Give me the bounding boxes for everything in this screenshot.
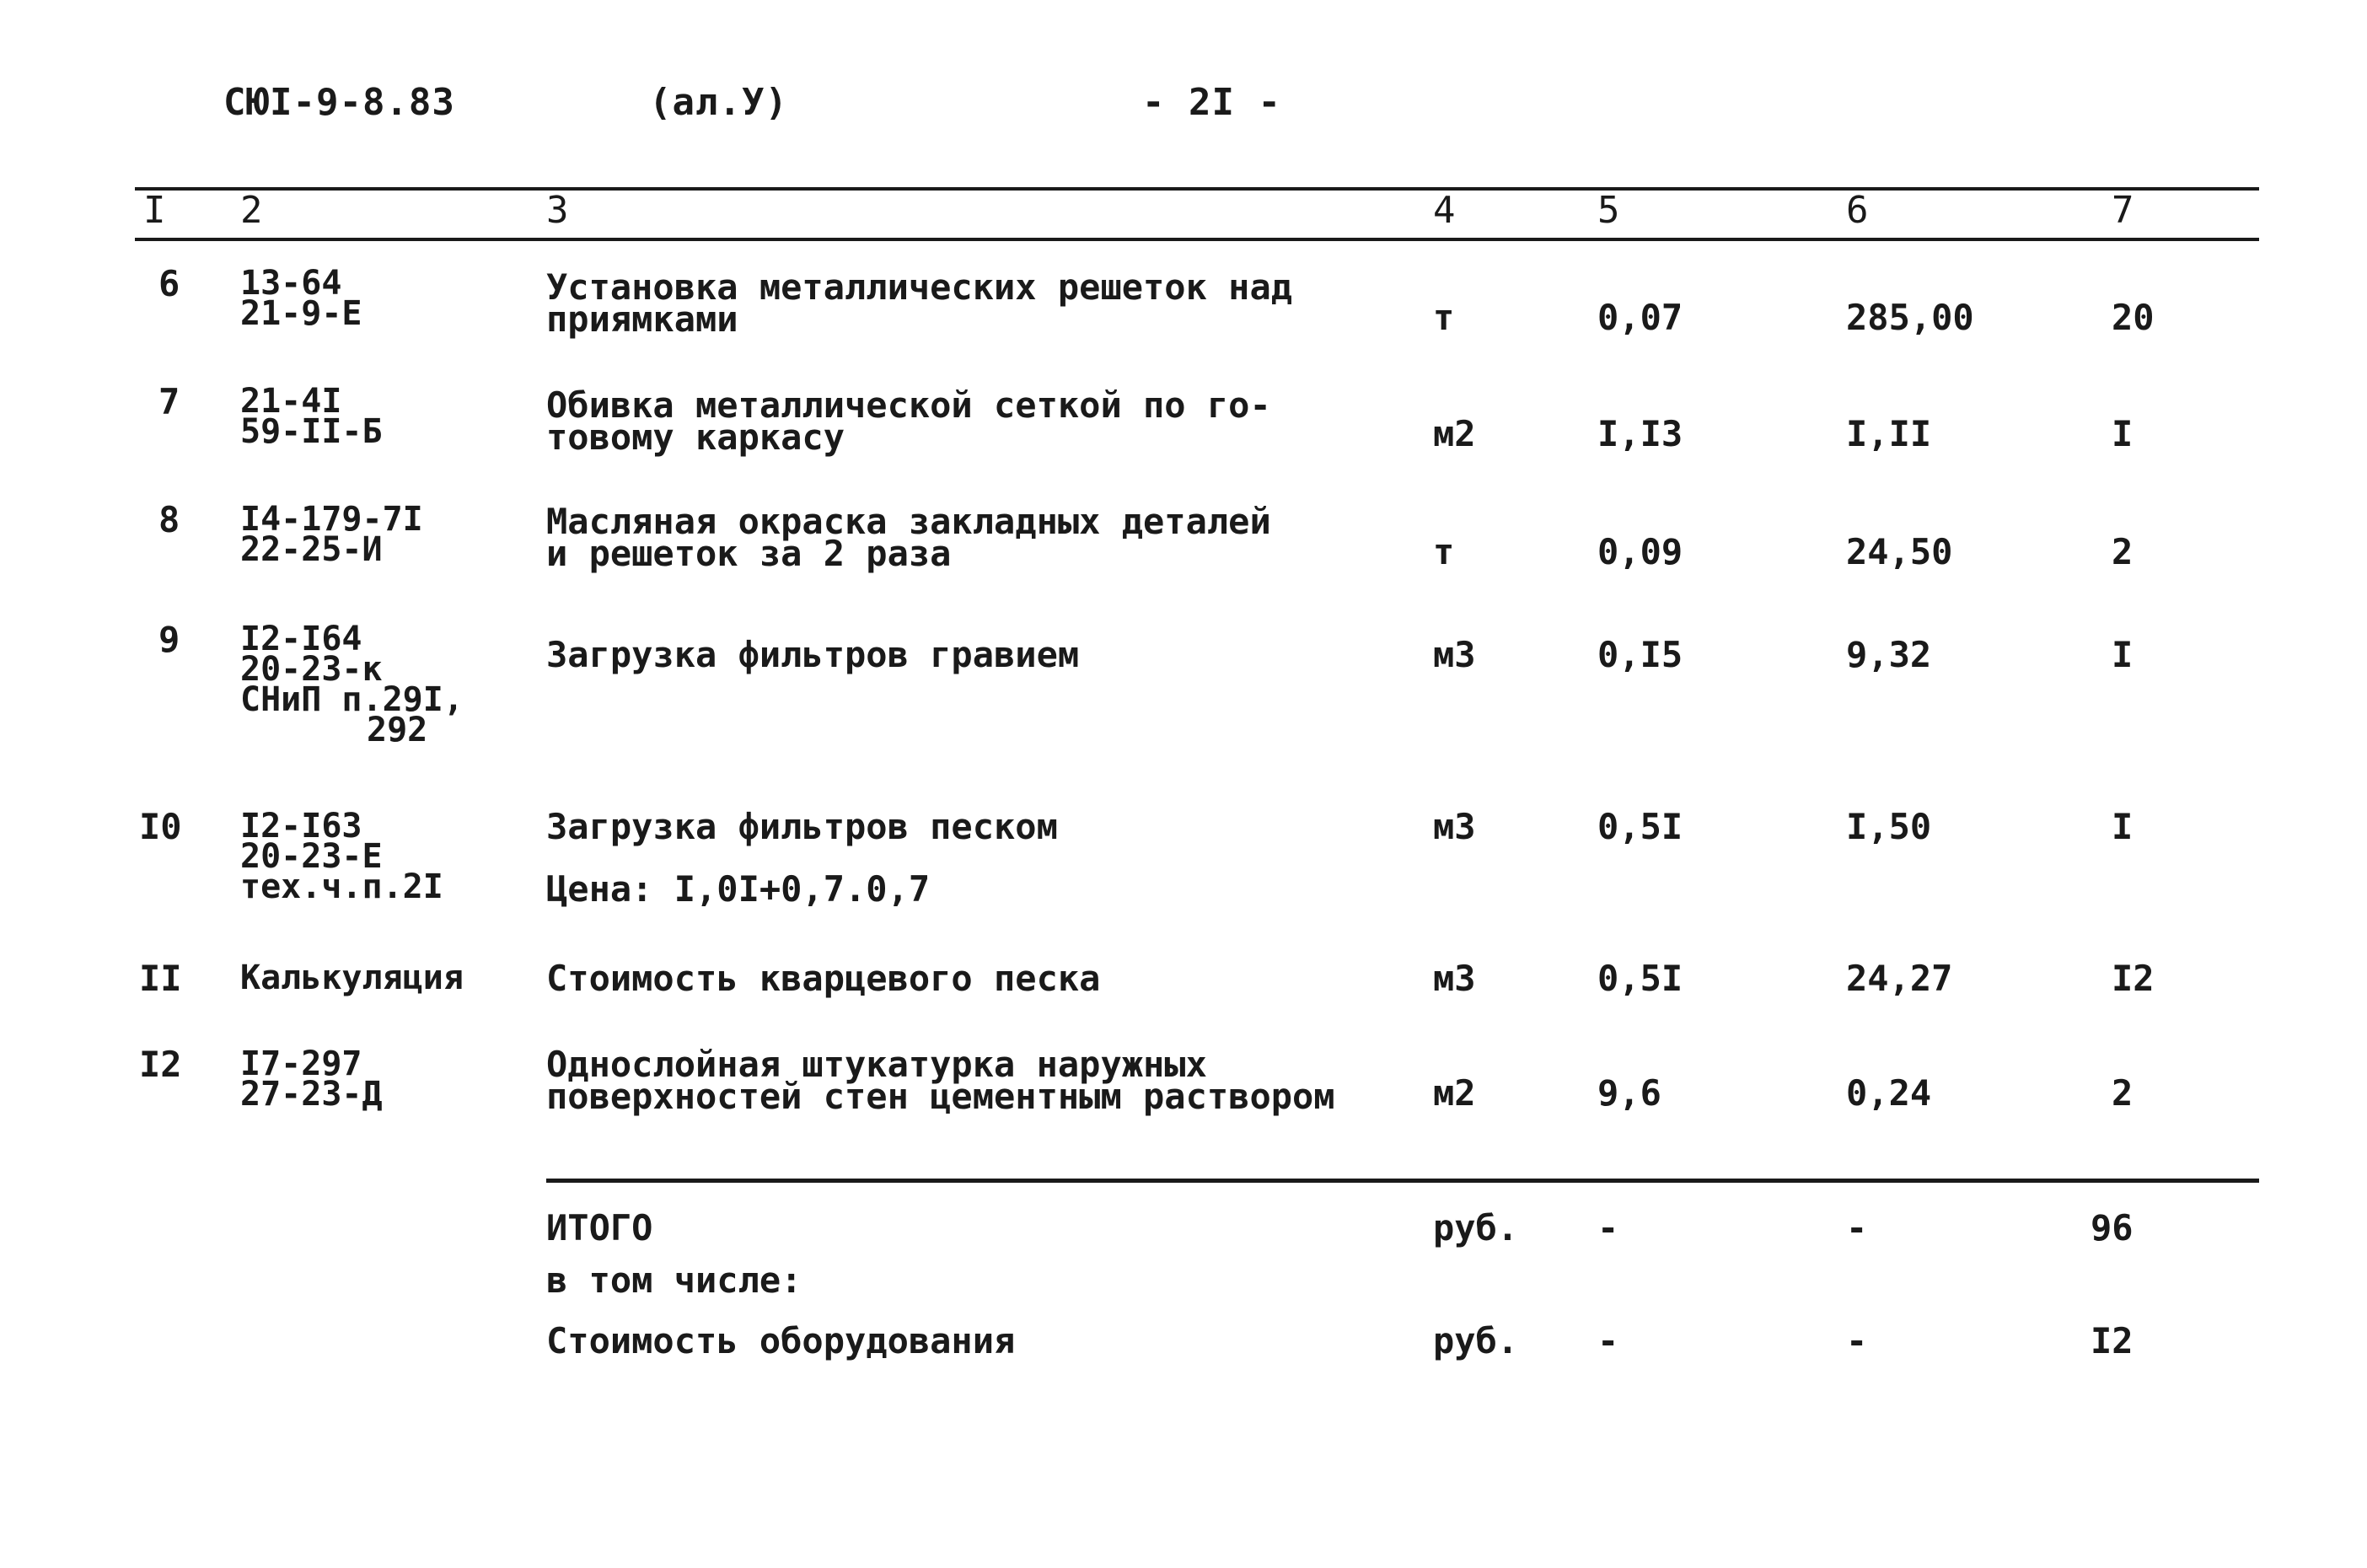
unit-price: 9,32 [1846,634,1932,675]
unit-price: I,50 [1846,806,1932,847]
norm-code: Калькуляция [240,959,464,997]
column-number: 7 [2112,189,2134,232]
row-number: 6 [158,263,180,304]
equipment-col5: - [1597,1320,1619,1361]
album-label: (ал.У) [649,81,788,124]
equipment-value: I2 [2091,1320,2134,1361]
work-description: Загрузка фильтров песком [546,806,1058,847]
work-description: Стоимость кварцевого песка [546,958,1101,999]
unit: м3 [1433,634,1476,675]
total-cost: I [2112,806,2134,847]
norm-code: 13-64 21-9-Е [240,264,362,333]
row-number: I0 [139,806,182,847]
unit: м3 [1433,806,1476,847]
total-value: 96 [2091,1207,2134,1248]
norm-code: I2-I63 20-23-Е тех.ч.п.2I [240,807,443,906]
column-number: 6 [1846,189,1869,232]
total-cost: 2 [2112,531,2134,572]
total-label: ИТОГО [546,1207,653,1248]
quantity: 0,07 [1597,297,1683,338]
norm-code: I2-I64 20-23-к СНиП п.29I, 292 [240,620,464,749]
norm-code: I7-297 27-23-Д [240,1044,383,1114]
work-description: Установка металлических решеток над приямками [546,266,1293,340]
price-formula: Цена: I,0I+0,7.0,7 [546,868,931,910]
total-cost: 2 [2112,1072,2134,1114]
total-cost: I [2112,413,2134,454]
total-cost: I [2112,634,2134,675]
quantity: 0,5I [1597,806,1683,847]
unit: т [1433,531,1455,572]
norm-code: I4-179-7I 22-25-И [240,500,423,569]
totals-rule [546,1179,2259,1183]
norm-code: 21-4I 59-II-Б [240,382,383,451]
column-header-rule [135,238,2259,241]
unit-price: I,II [1846,413,1932,454]
total-cost: 20 [2112,297,2155,338]
column-number: 3 [546,189,569,232]
row-number: I2 [139,1044,182,1085]
row-number: II [139,958,182,999]
page-number: - 2I - [1142,81,1281,124]
total-cost: I2 [2112,958,2155,999]
row-number: 9 [158,619,180,660]
doc-code: СЮI-9-8.83 [223,81,455,124]
quantity: 9,6 [1597,1072,1661,1114]
table-top-rule [135,187,2259,191]
equipment-label: Стоимость оборудования [546,1320,1016,1361]
total-col6: - [1846,1207,1868,1248]
unit: м2 [1433,413,1476,454]
row-number: 8 [158,499,180,540]
total-unit: руб. [1433,1207,1519,1248]
column-number: 2 [240,189,263,232]
equipment-unit: руб. [1433,1320,1519,1361]
equipment-col6: - [1846,1320,1868,1361]
unit-price: 285,00 [1846,297,1974,338]
unit-price: 24,27 [1846,958,1953,999]
column-number: I [143,189,166,232]
unit-price: 24,50 [1846,531,1953,572]
work-description: Однослойная штукатурка наружных поверхностей стен цементным раствором [546,1044,1335,1117]
row-number: 7 [158,381,180,422]
work-description: Масляная окраска закладных деталей и решеток за 2 раза [546,501,1271,574]
column-number: 5 [1597,189,1620,232]
including-label: в том числе: [546,1259,802,1301]
unit-price: 0,24 [1846,1072,1932,1114]
column-number: 4 [1433,189,1456,232]
total-col5: - [1597,1207,1619,1248]
work-description: Загрузка фильтров гравием [546,634,1080,675]
quantity: I,I3 [1597,413,1683,454]
unit: м2 [1433,1072,1476,1114]
unit: м3 [1433,958,1476,999]
quantity: 0,5I [1597,958,1683,999]
work-description: Обивка металлической сеткой по го- товому каркасу [546,384,1271,458]
quantity: 0,09 [1597,531,1683,572]
quantity: 0,I5 [1597,634,1683,675]
unit: т [1433,297,1455,338]
